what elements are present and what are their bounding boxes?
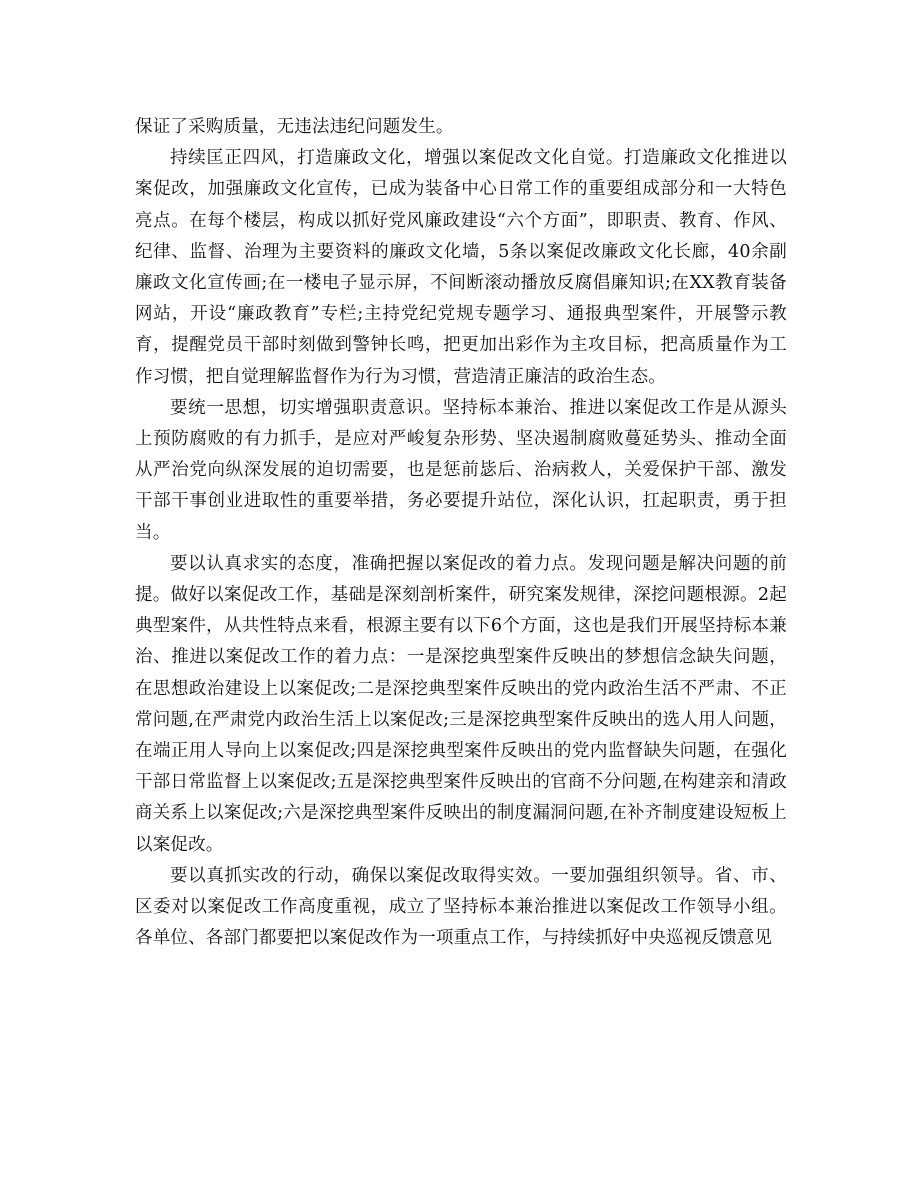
paragraph-key-focus-points: 要以认真求实的态度，准确把握以案促改的着力点。发现问题是解决问题的前提。做好以案促改工作，基础是深刻剖析案件，研究案发规律，深挖问题根源。2起典型案件，从共性特点来看，根源主要有以下6个方面，这也是我们开展坚持标本兼治、推进以案促改工作的着力点：一是深挖典型案件反映出的梦想信念缺失问题，在思想政治建设上以案促改;二是深挖典型案件反映出的党内政治生活不严肃、不正常问题,在严肃党内政治生活上以案促改;三是深挖典型案件反映出的选人用人问题，在端正用人导向上以案促改;四是深挖典型案件反映出的党内监督缺失问题，在强化干部日常监督上以案促改;五是深挖典型案件反映出的官商不分问题,在构建亲和清政商关系上以案促改;六是深挖典型案件反映出的制度漏洞问题,在补齐制度建设短板上以案促改。 <box>135 553 787 855</box>
document-body <box>135 112 787 954</box>
paragraph-integrity-culture: 持续匡正四风，打造廉政文化，增强以案促改文化自觉。打造廉政文化推进以案促改，加强廉政文化宣传，已成为装备中心日常工作的重要组成部分和一大特色亮点。在每个楼层，构成以抓好党风廉政建设“六个方面”，即职责、教育、作风、纪律、监督、治理为主要资料的廉政文化墙，5条以案促改廉政文化长廊，40余副廉政文化宣传画;在一楼电子显示屏，不间断滚动播放反腐倡廉知识;在XX教育装备网站，开设“廉政教育”专栏;主持党纪党规专题学习、通报典型案件，开展警示教育，提醒党员干部时刻做到警钟长鸣，把更加出彩作为主攻目标，把高质量作为工作习惯，把自觉理解监督作为行为习惯，营造清正廉洁的政治生态。 <box>135 148 787 387</box>
paragraph-responsibility-awareness: 要统一思想，切实增强职责意识。坚持标本兼治、推进以案促改工作是从源头上预防腐败的有力抓手，是应对严峻复杂形势、坚决遏制腐败蔓延势头、推动全面从严治党向纵深发展的迫切需要，也是惩前毖后、治病救人，关爱保护干部、激发干部干事创业进取性的重要举措，务必要提升站位，深化认识，扛起职责，勇于担当。 <box>135 397 787 543</box>
paragraph-procurement-quality: 保证了采购质量，无违法违纪问题发生。 <box>135 117 454 137</box>
paragraph-practical-actions: 要以真抓实改的行动，确保以案促改取得实效。一要加强组织领导。省、市、区委对以案促改工作高度重视，成立了坚持标本兼治推进以案促改工作领导小组。各单位、各部门都要把以案促改作为一项重点工作，与持续抓好中央巡视反馈意见 <box>135 865 787 949</box>
